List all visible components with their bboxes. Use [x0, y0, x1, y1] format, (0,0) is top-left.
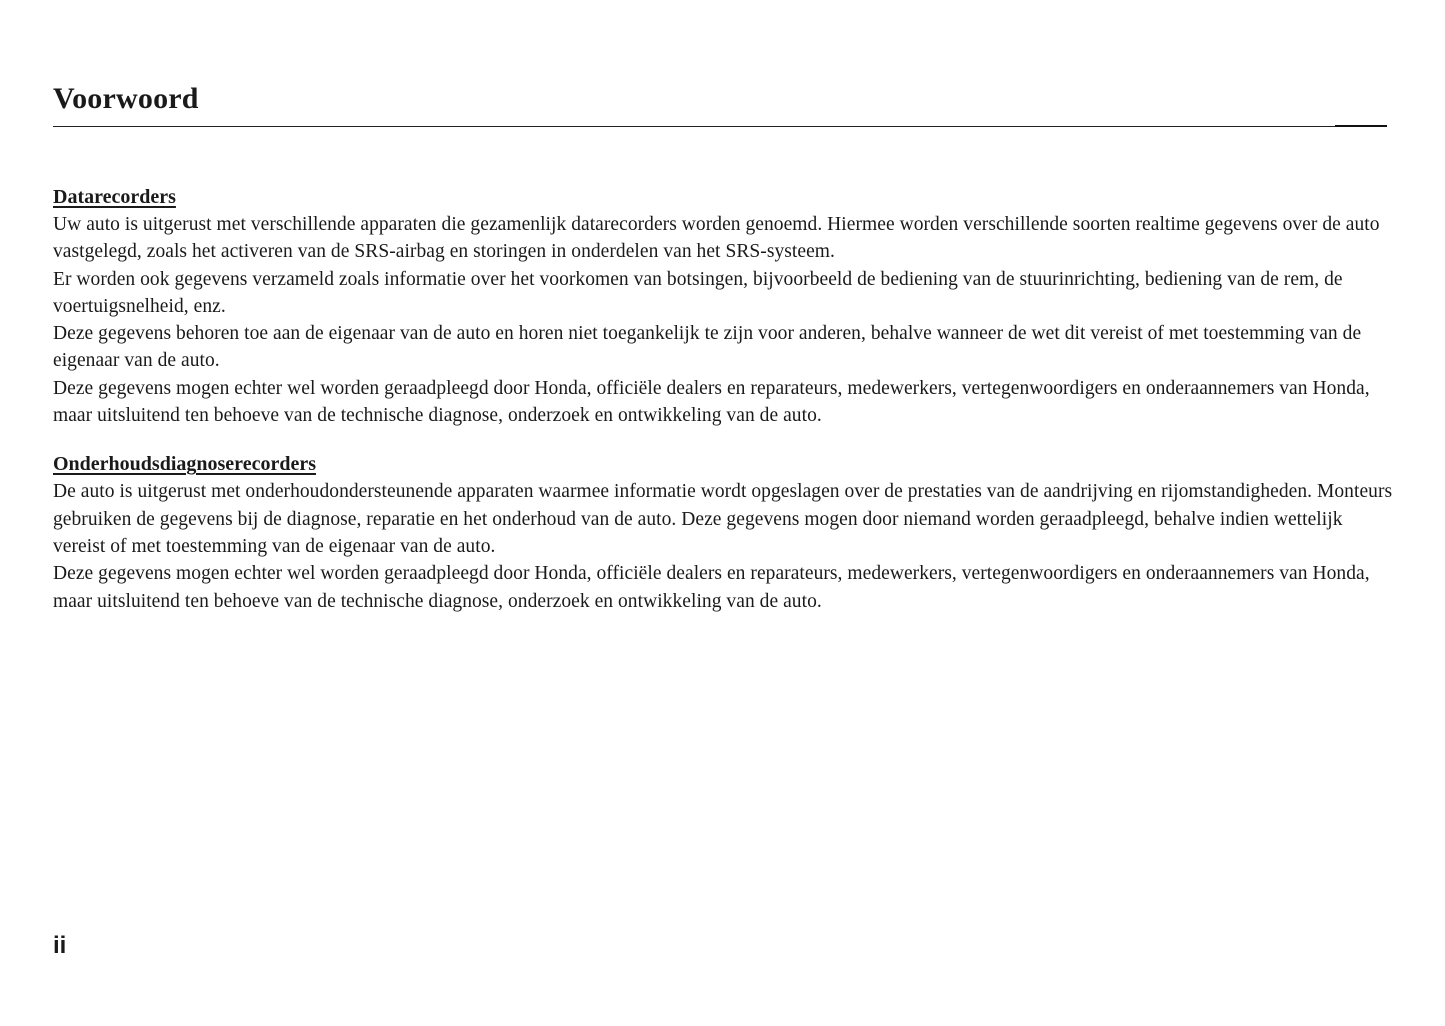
section-datarecorders	[53, 184, 1393, 429]
document-body	[53, 184, 1393, 637]
paragraph: Er worden ook gegevens verzameld zoals informatie over het voorkomen van botsingen, bijvoorbeeld de bediening van de stuurinrichting, bediening van de rem, de voertuigsnelheid, enz.	[53, 268, 1343, 317]
section-onderhoudsdiagnoserecorders	[53, 451, 1393, 614]
section-heading: Datarecorders	[53, 186, 176, 208]
title-divider-accent	[1335, 125, 1387, 127]
page-number: ii	[53, 932, 67, 959]
paragraph: Deze gegevens mogen echter wel worden geraadpleegd door Honda, officiële dealers en reparateurs, medewerkers, vertegenwoordigers en onderaannemers van Honda, maar uitsluitend ten behoeve van de technische diagnose, onderzoek en ontwikkeling van de auto.	[53, 563, 1370, 612]
title-divider	[53, 126, 1387, 127]
page-title: Voorwoord	[53, 82, 199, 115]
paragraph: Uw auto is uitgerust met verschillende apparaten die gezamenlijk datarecorders worden genoemd. Hiermee worden verschillende soorten realtime gegevens over de auto vastgelegd, zoals het activeren van de SRS-airbag en storingen in onderdelen van het SRS-systeem.	[53, 214, 1380, 263]
section-heading: Onderhoudsdiagnoserecorders	[53, 453, 316, 476]
paragraph: Deze gegevens mogen echter wel worden geraadpleegd door Honda, officiële dealers en reparateurs, medewerkers, vertegenwoordigers en onderaannemers van Honda, maar uitsluitend ten behoeve van de technische diagnose, onderzoek en ontwikkeling van de auto.	[53, 377, 1370, 427]
paragraph: De auto is uitgerust met onderhoudondersteunende apparaten waarmee informatie wordt opgeslagen over de prestaties van de aandrijving en rijomstandigheden. Monteurs gebruiken de gegevens bij de diagnose, reparatie en het onderhoud van de auto. Deze gegevens mogen door niemand worden geraadpleegd, behalve indien wettelijk vereist of met toestemming van de eigenaar van de auto.	[53, 481, 1393, 557]
paragraph: Deze gegevens behoren toe aan de eigenaar van de auto en horen niet toegankelijk te zijn voor anderen, behalve wanneer de wet dit vereist of met toestemming van de eigenaar van de auto.	[53, 323, 1362, 372]
